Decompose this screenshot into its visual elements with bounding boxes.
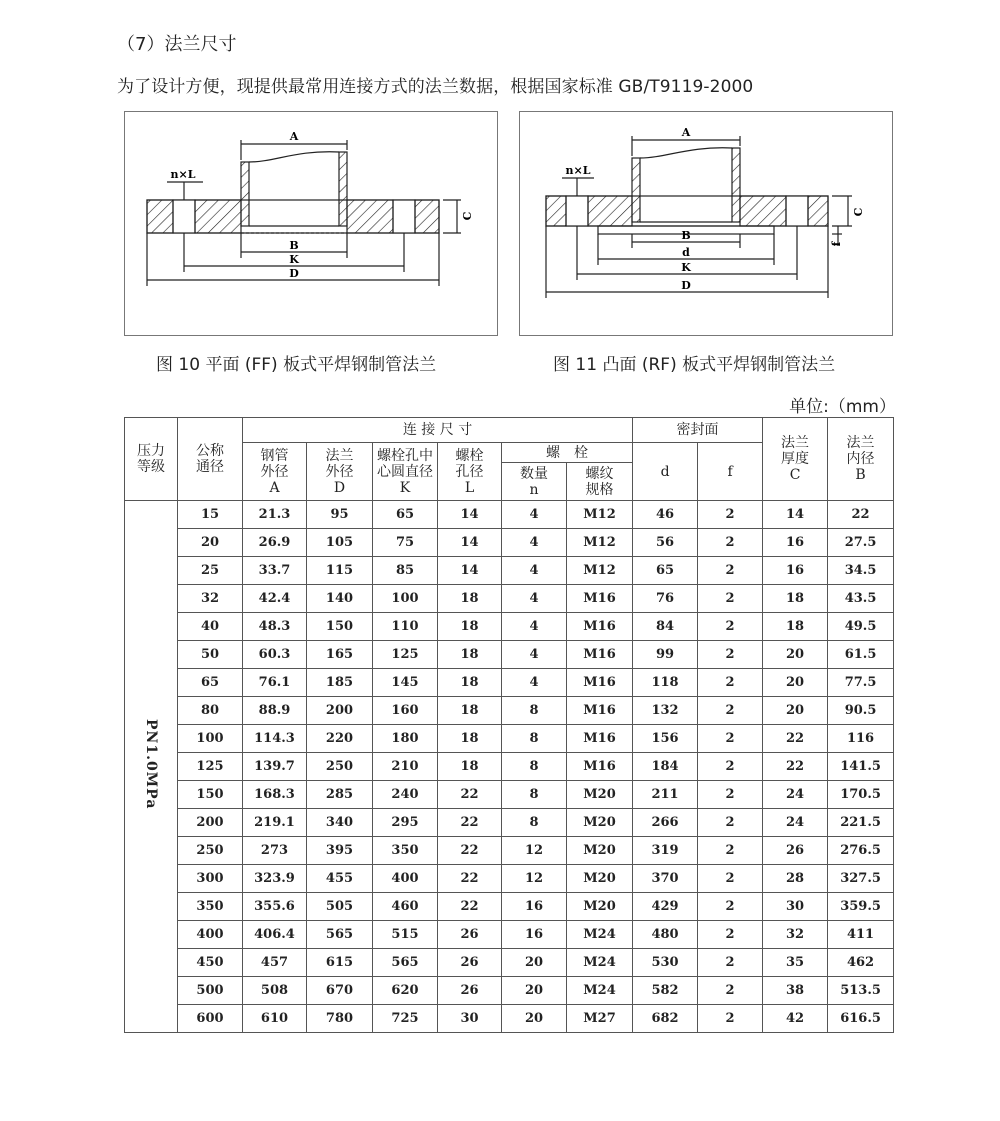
table-cell: 2 bbox=[698, 865, 763, 893]
table-cell: 22 bbox=[438, 837, 502, 865]
table-cell: 21.3 bbox=[243, 501, 307, 529]
table-cell: 350 bbox=[178, 893, 243, 921]
table-cell: 46 bbox=[633, 501, 698, 529]
table-cell: 140 bbox=[307, 585, 373, 613]
table-cell: 460 bbox=[373, 893, 438, 921]
table-cell: 12 bbox=[502, 865, 567, 893]
table-cell: 8 bbox=[502, 697, 567, 725]
table-cell: 20 bbox=[502, 977, 567, 1005]
table-cell: 20 bbox=[502, 949, 567, 977]
table-row bbox=[125, 753, 894, 781]
table-cell: 2 bbox=[698, 669, 763, 697]
table-cell: 4 bbox=[502, 557, 567, 585]
header-bolt: 螺 栓 bbox=[502, 443, 633, 463]
table-row bbox=[125, 725, 894, 753]
table-cell: 16 bbox=[502, 921, 567, 949]
header-pressure: 压力 等级 bbox=[125, 418, 178, 501]
table-cell: 2 bbox=[698, 585, 763, 613]
table-cell: 411 bbox=[828, 921, 894, 949]
table-cell: 26 bbox=[438, 949, 502, 977]
table-row bbox=[125, 1005, 894, 1033]
table-cell: M16 bbox=[567, 585, 633, 613]
table-cell: 219.1 bbox=[243, 809, 307, 837]
table-cell: 8 bbox=[502, 809, 567, 837]
table-cell: 85 bbox=[373, 557, 438, 585]
table-cell: M20 bbox=[567, 781, 633, 809]
table-cell: 14 bbox=[438, 557, 502, 585]
table-cell: 2 bbox=[698, 641, 763, 669]
rf-dim-d: D bbox=[681, 279, 691, 292]
header-bolt-thread: 螺纹 规格 bbox=[567, 463, 633, 501]
table-cell: M16 bbox=[567, 613, 633, 641]
table-cell: 12 bbox=[502, 837, 567, 865]
header-inner: 法兰 内径 B bbox=[828, 418, 894, 501]
table-cell: 114.3 bbox=[243, 725, 307, 753]
table-cell: 682 bbox=[633, 1005, 698, 1033]
table-cell: 115 bbox=[307, 557, 373, 585]
table-cell: 18 bbox=[438, 697, 502, 725]
table-cell: 400 bbox=[178, 921, 243, 949]
table-cell: 30 bbox=[763, 893, 828, 921]
rf-dim-nl: n×L bbox=[565, 164, 591, 177]
table-cell: 2 bbox=[698, 809, 763, 837]
table-cell: 370 bbox=[633, 865, 698, 893]
table-cell: 22 bbox=[763, 753, 828, 781]
table-cell: 18 bbox=[763, 613, 828, 641]
table-cell: M16 bbox=[567, 753, 633, 781]
table-cell: 33.7 bbox=[243, 557, 307, 585]
table-cell: 42.4 bbox=[243, 585, 307, 613]
table-cell: 350 bbox=[373, 837, 438, 865]
table-cell: 610 bbox=[243, 1005, 307, 1033]
intro-text: 为了设计方便，现提供最常用连接方式的法兰数据，根据国家标准 GB/T9119-2000 bbox=[117, 77, 754, 97]
table-cell: 18 bbox=[438, 613, 502, 641]
table-cell: 250 bbox=[307, 753, 373, 781]
table-cell: 125 bbox=[373, 641, 438, 669]
table-cell: 211 bbox=[633, 781, 698, 809]
table-cell: 165 bbox=[307, 641, 373, 669]
table-cell: 285 bbox=[307, 781, 373, 809]
table-cell: 95 bbox=[307, 501, 373, 529]
table-cell: 60.3 bbox=[243, 641, 307, 669]
table-cell: 8 bbox=[502, 753, 567, 781]
header-pipe-od: 钢管 外径 A bbox=[243, 443, 307, 501]
table-cell: 22 bbox=[763, 725, 828, 753]
table-cell: 505 bbox=[307, 893, 373, 921]
table-cell: 327.5 bbox=[828, 865, 894, 893]
table-cell: 240 bbox=[373, 781, 438, 809]
table-cell: M16 bbox=[567, 669, 633, 697]
table-cell: 2 bbox=[698, 781, 763, 809]
table-cell: M20 bbox=[567, 893, 633, 921]
table-cell: M12 bbox=[567, 557, 633, 585]
table-cell: 4 bbox=[502, 585, 567, 613]
table-cell: 76 bbox=[633, 585, 698, 613]
table-cell: 185 bbox=[307, 669, 373, 697]
table-cell: 28 bbox=[763, 865, 828, 893]
table-cell: 139.7 bbox=[243, 753, 307, 781]
table-cell: 530 bbox=[633, 949, 698, 977]
table-cell: 780 bbox=[307, 1005, 373, 1033]
table-cell: 18 bbox=[438, 753, 502, 781]
table-cell: 26 bbox=[763, 837, 828, 865]
table-cell: 22 bbox=[438, 809, 502, 837]
table-row bbox=[125, 529, 894, 557]
table-cell: 56 bbox=[633, 529, 698, 557]
table-cell: M24 bbox=[567, 949, 633, 977]
table-cell: 65 bbox=[633, 557, 698, 585]
table-cell: 118 bbox=[633, 669, 698, 697]
rf-dim-f: f bbox=[830, 241, 843, 247]
table-cell: 26.9 bbox=[243, 529, 307, 557]
table-cell: 210 bbox=[373, 753, 438, 781]
ff-dim-k: K bbox=[289, 253, 299, 266]
rf-dim-b: B bbox=[681, 229, 691, 242]
table-cell: 110 bbox=[373, 613, 438, 641]
table-cell: 15 bbox=[178, 501, 243, 529]
table-cell: 273 bbox=[243, 837, 307, 865]
table-cell: M12 bbox=[567, 529, 633, 557]
table-cell: 48.3 bbox=[243, 613, 307, 641]
table-cell: 20 bbox=[763, 669, 828, 697]
table-cell: 150 bbox=[178, 781, 243, 809]
header-bolt-qty: 数量 n bbox=[502, 463, 567, 501]
table-cell: 32 bbox=[178, 585, 243, 613]
table-row bbox=[125, 949, 894, 977]
table-row bbox=[125, 865, 894, 893]
header-bolt-circle: 螺栓孔中 心圆直径 K bbox=[373, 443, 438, 501]
table-cell: 25 bbox=[178, 557, 243, 585]
figure-ff-flange bbox=[124, 111, 498, 336]
table-cell: 400 bbox=[373, 865, 438, 893]
table-cell: 4 bbox=[502, 613, 567, 641]
table-cell: 429 bbox=[633, 893, 698, 921]
table-cell: 2 bbox=[698, 697, 763, 725]
table-cell: 16 bbox=[502, 893, 567, 921]
table-cell: 4 bbox=[502, 501, 567, 529]
table-row bbox=[125, 501, 894, 529]
header-bolt-hole: 螺栓 孔径 L bbox=[438, 443, 502, 501]
table-cell: 116 bbox=[828, 725, 894, 753]
table-cell: 2 bbox=[698, 529, 763, 557]
table-cell: 670 bbox=[307, 977, 373, 1005]
table-cell: 27.5 bbox=[828, 529, 894, 557]
table-row bbox=[125, 781, 894, 809]
ff-dim-c: C bbox=[461, 211, 474, 221]
table-cell: 2 bbox=[698, 977, 763, 1005]
table-cell: 22 bbox=[438, 865, 502, 893]
table-cell: 600 bbox=[178, 1005, 243, 1033]
table-cell: 14 bbox=[438, 501, 502, 529]
table-cell: 2 bbox=[698, 557, 763, 585]
table-cell: 20 bbox=[178, 529, 243, 557]
table-cell: 450 bbox=[178, 949, 243, 977]
table-cell: 26 bbox=[438, 977, 502, 1005]
table-cell: 620 bbox=[373, 977, 438, 1005]
table-cell: 18 bbox=[438, 585, 502, 613]
table-cell: 221.5 bbox=[828, 809, 894, 837]
rf-dim-a: A bbox=[681, 126, 691, 139]
table-cell: 65 bbox=[373, 501, 438, 529]
table-cell: 4 bbox=[502, 669, 567, 697]
figure-10-caption: 图 10 平面 (FF) 板式平焊钢制管法兰 bbox=[156, 355, 437, 375]
table-cell: 26 bbox=[438, 921, 502, 949]
table-cell: 2 bbox=[698, 921, 763, 949]
header-sealing: 密封面 bbox=[633, 418, 763, 443]
unit-label: 单位:（mm） bbox=[789, 397, 896, 417]
table-cell: 355.6 bbox=[243, 893, 307, 921]
table-cell: 150 bbox=[307, 613, 373, 641]
table-row bbox=[125, 585, 894, 613]
table-cell: 141.5 bbox=[828, 753, 894, 781]
rf-flange-drawing bbox=[520, 112, 892, 335]
table-cell: 20 bbox=[763, 697, 828, 725]
table-cell: 18 bbox=[438, 725, 502, 753]
table-cell: 99 bbox=[633, 641, 698, 669]
table-cell: M16 bbox=[567, 697, 633, 725]
table-cell: 100 bbox=[178, 725, 243, 753]
table-cell: M20 bbox=[567, 865, 633, 893]
table-cell: 340 bbox=[307, 809, 373, 837]
table-cell: 276.5 bbox=[828, 837, 894, 865]
table-cell: 18 bbox=[438, 669, 502, 697]
table-cell: 8 bbox=[502, 725, 567, 753]
table-cell: 22 bbox=[438, 893, 502, 921]
table-cell: 295 bbox=[373, 809, 438, 837]
table-cell: 565 bbox=[373, 949, 438, 977]
ff-dim-nl: n×L bbox=[170, 168, 196, 181]
table-cell: 4 bbox=[502, 529, 567, 557]
table-cell: 84 bbox=[633, 613, 698, 641]
table-row bbox=[125, 697, 894, 725]
table-cell: 22 bbox=[828, 501, 894, 529]
ff-dim-b: B bbox=[289, 239, 299, 252]
table-cell: 508 bbox=[243, 977, 307, 1005]
table-cell: 462 bbox=[828, 949, 894, 977]
table-cell: 2 bbox=[698, 725, 763, 753]
rf-dim-c: C bbox=[852, 207, 865, 217]
table-cell: 90.5 bbox=[828, 697, 894, 725]
table-row bbox=[125, 921, 894, 949]
rf-dim-d-seal: d bbox=[682, 246, 690, 259]
table-cell: 88.9 bbox=[243, 697, 307, 725]
table-cell: 406.4 bbox=[243, 921, 307, 949]
table-cell: 50 bbox=[178, 641, 243, 669]
table-row bbox=[125, 669, 894, 697]
table-cell: M16 bbox=[567, 725, 633, 753]
table-cell: 61.5 bbox=[828, 641, 894, 669]
table-cell: 77.5 bbox=[828, 669, 894, 697]
header-thickness: 法兰 厚度 C bbox=[763, 418, 828, 501]
table-cell: 14 bbox=[763, 501, 828, 529]
table-cell: 319 bbox=[633, 837, 698, 865]
table-cell: M12 bbox=[567, 501, 633, 529]
pressure-class-cell bbox=[125, 501, 178, 1033]
table-cell: 2 bbox=[698, 613, 763, 641]
table-cell: M16 bbox=[567, 641, 633, 669]
table-cell: M24 bbox=[567, 977, 633, 1005]
table-row bbox=[125, 893, 894, 921]
table-row bbox=[125, 977, 894, 1005]
table-cell: 43.5 bbox=[828, 585, 894, 613]
header-connection: 连 接 尺 寸 bbox=[243, 418, 633, 443]
ff-dim-a: A bbox=[289, 130, 299, 143]
table-cell: 16 bbox=[763, 529, 828, 557]
table-cell: 30 bbox=[438, 1005, 502, 1033]
table-cell: 2 bbox=[698, 753, 763, 781]
table-cell: 565 bbox=[307, 921, 373, 949]
table-cell: 14 bbox=[438, 529, 502, 557]
table-row bbox=[125, 613, 894, 641]
table-cell: 582 bbox=[633, 977, 698, 1005]
table-cell: 170.5 bbox=[828, 781, 894, 809]
table-cell: 616.5 bbox=[828, 1005, 894, 1033]
table-cell: M24 bbox=[567, 921, 633, 949]
table-cell: 160 bbox=[373, 697, 438, 725]
figure-11-caption: 图 11 凸面 (RF) 板式平焊钢制管法兰 bbox=[553, 355, 836, 375]
table-cell: 457 bbox=[243, 949, 307, 977]
header-f: f bbox=[698, 443, 763, 501]
table-cell: 18 bbox=[763, 585, 828, 613]
table-cell: 2 bbox=[698, 1005, 763, 1033]
table-cell: 200 bbox=[307, 697, 373, 725]
table-row bbox=[125, 809, 894, 837]
section-heading: （7）法兰尺寸 bbox=[117, 34, 237, 55]
table-row bbox=[125, 557, 894, 585]
table-cell: 20 bbox=[502, 1005, 567, 1033]
rf-dim-k: K bbox=[681, 261, 691, 274]
table-cell: 125 bbox=[178, 753, 243, 781]
table-cell: 515 bbox=[373, 921, 438, 949]
table-cell: 34.5 bbox=[828, 557, 894, 585]
table-cell: 40 bbox=[178, 613, 243, 641]
header-nominal: 公称 通径 bbox=[178, 418, 243, 501]
table-cell: 615 bbox=[307, 949, 373, 977]
table-cell: 42 bbox=[763, 1005, 828, 1033]
table-cell: 49.5 bbox=[828, 613, 894, 641]
table-cell: 2 bbox=[698, 893, 763, 921]
table-cell: 180 bbox=[373, 725, 438, 753]
table-cell: 2 bbox=[698, 837, 763, 865]
table-cell: 80 bbox=[178, 697, 243, 725]
table-cell: 16 bbox=[763, 557, 828, 585]
table-row bbox=[125, 837, 894, 865]
table-cell: 4 bbox=[502, 641, 567, 669]
table-cell: 65 bbox=[178, 669, 243, 697]
table-cell: 76.1 bbox=[243, 669, 307, 697]
table-cell: 24 bbox=[763, 809, 828, 837]
table-cell: 22 bbox=[438, 781, 502, 809]
table-cell: 20 bbox=[763, 641, 828, 669]
flange-dimension-table bbox=[124, 417, 894, 1033]
table-cell: 2 bbox=[698, 949, 763, 977]
table-cell: 300 bbox=[178, 865, 243, 893]
table-cell: 35 bbox=[763, 949, 828, 977]
table-cell: 250 bbox=[178, 837, 243, 865]
table-cell: 18 bbox=[438, 641, 502, 669]
table-cell: 323.9 bbox=[243, 865, 307, 893]
header-flange-od: 法兰 外径 D bbox=[307, 443, 373, 501]
pressure-class-label: PN1.0MPa bbox=[143, 719, 159, 810]
table-cell: 266 bbox=[633, 809, 698, 837]
table-row bbox=[125, 641, 894, 669]
ff-flange-drawing bbox=[125, 112, 497, 335]
table-cell: 220 bbox=[307, 725, 373, 753]
table-cell: 8 bbox=[502, 781, 567, 809]
table-cell: 168.3 bbox=[243, 781, 307, 809]
table-cell: 455 bbox=[307, 865, 373, 893]
table-cell: 100 bbox=[373, 585, 438, 613]
figure-rf-flange bbox=[519, 111, 893, 336]
table-cell: 75 bbox=[373, 529, 438, 557]
table-cell: 24 bbox=[763, 781, 828, 809]
table-cell: 132 bbox=[633, 697, 698, 725]
table-cell: 105 bbox=[307, 529, 373, 557]
table-body bbox=[125, 501, 894, 1033]
table-cell: 200 bbox=[178, 809, 243, 837]
table-cell: 184 bbox=[633, 753, 698, 781]
header-d: d bbox=[633, 443, 698, 501]
table-cell: 500 bbox=[178, 977, 243, 1005]
table-cell: 395 bbox=[307, 837, 373, 865]
table-cell: 725 bbox=[373, 1005, 438, 1033]
table-cell: 2 bbox=[698, 501, 763, 529]
table-cell: M20 bbox=[567, 837, 633, 865]
table-cell: 480 bbox=[633, 921, 698, 949]
table-cell: 359.5 bbox=[828, 893, 894, 921]
table-cell: M27 bbox=[567, 1005, 633, 1033]
ff-dim-d: D bbox=[289, 267, 299, 280]
table-cell: 156 bbox=[633, 725, 698, 753]
table-cell: 32 bbox=[763, 921, 828, 949]
table-cell: M20 bbox=[567, 809, 633, 837]
table-cell: 513.5 bbox=[828, 977, 894, 1005]
table-cell: 38 bbox=[763, 977, 828, 1005]
table-cell: 145 bbox=[373, 669, 438, 697]
